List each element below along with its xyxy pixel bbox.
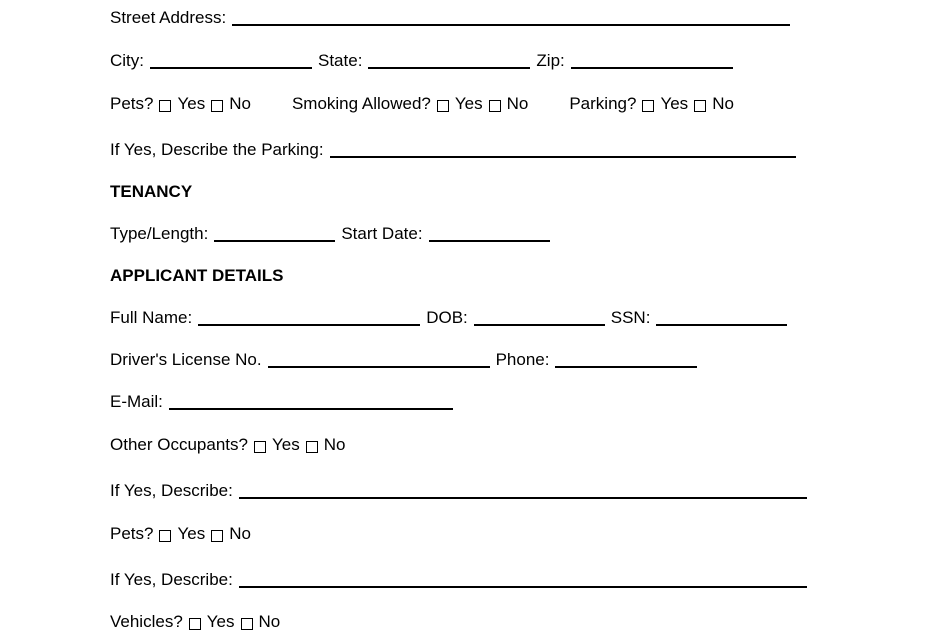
applicant-pets-label: Pets? xyxy=(110,524,154,543)
start-date-label: Start Date: xyxy=(341,224,423,243)
no-label: No xyxy=(229,94,251,113)
no-label: No xyxy=(323,435,346,454)
phone-label: Phone: xyxy=(495,350,550,369)
city-label: City: xyxy=(110,51,144,70)
city-field[interactable] xyxy=(150,53,312,69)
type-length-label: Type/Length: xyxy=(110,224,209,243)
license-row xyxy=(110,350,703,370)
yes-label: Yes xyxy=(206,612,235,631)
email-row xyxy=(110,392,459,412)
type-length-field[interactable] xyxy=(214,226,335,242)
applicant-heading: APPLICANT DETAILS xyxy=(110,266,284,285)
applicant-pets-row xyxy=(110,524,251,544)
full-name-field[interactable] xyxy=(198,310,420,326)
yes-label: Yes xyxy=(177,94,206,113)
street-address-label: Street Address: xyxy=(110,8,227,27)
applicant-pets-yes-checkbox[interactable] xyxy=(159,530,171,542)
zip-label: Zip: xyxy=(536,51,565,70)
parking-no-checkbox[interactable] xyxy=(694,100,706,112)
full-name-label: Full Name: xyxy=(110,308,193,327)
license-label: Driver's License No. xyxy=(110,350,262,369)
street-address-row xyxy=(110,8,796,28)
vehicles-label: Vehicles? xyxy=(110,612,183,631)
city-state-zip-row xyxy=(110,51,739,71)
occupants-row xyxy=(110,435,345,455)
smoking-yes-checkbox[interactable] xyxy=(437,100,449,112)
state-label: State: xyxy=(318,51,363,70)
email-field[interactable] xyxy=(169,394,453,410)
street-address-field[interactable] xyxy=(232,10,790,26)
pets-describe-row xyxy=(110,570,813,590)
dob-label: DOB: xyxy=(426,308,468,327)
occupants-no-checkbox[interactable] xyxy=(306,441,318,453)
parking-describe-row xyxy=(110,140,802,160)
occupants-label: Other Occupants? xyxy=(110,435,248,454)
tenancy-row xyxy=(110,224,556,244)
occupants-describe-label: If Yes, Describe: xyxy=(110,481,233,500)
occupants-describe-field[interactable] xyxy=(239,483,807,499)
smoking-label: Smoking Allowed? xyxy=(291,94,431,113)
pets-yes-checkbox[interactable] xyxy=(159,100,171,112)
pets-describe-field[interactable] xyxy=(239,572,807,588)
pets-label: Pets? xyxy=(110,94,154,113)
pets-no-checkbox[interactable] xyxy=(211,100,223,112)
yes-label: Yes xyxy=(177,524,206,543)
no-label: No xyxy=(712,94,734,113)
pets-describe-label: If Yes, Describe: xyxy=(110,570,233,589)
smoking-no-checkbox[interactable] xyxy=(489,100,501,112)
property-options-row xyxy=(110,94,734,114)
license-field[interactable] xyxy=(268,352,490,368)
ssn-label: SSN: xyxy=(610,308,651,327)
parking-describe-label: If Yes, Describe the Parking: xyxy=(110,140,324,159)
no-label: No xyxy=(258,612,281,631)
start-date-field[interactable] xyxy=(429,226,550,242)
name-row xyxy=(110,308,793,328)
yes-label: Yes xyxy=(660,94,689,113)
yes-label: Yes xyxy=(271,435,300,454)
vehicles-row xyxy=(110,612,280,632)
occupants-describe-row xyxy=(110,481,813,501)
no-label: No xyxy=(229,524,251,543)
no-label: No xyxy=(506,94,529,113)
email-label: E-Mail: xyxy=(110,392,163,411)
phone-field[interactable] xyxy=(555,352,697,368)
zip-field[interactable] xyxy=(571,53,733,69)
occupants-yes-checkbox[interactable] xyxy=(254,441,266,453)
ssn-field[interactable] xyxy=(656,310,787,326)
dob-field[interactable] xyxy=(474,310,605,326)
yes-label: Yes xyxy=(454,94,483,113)
state-field[interactable] xyxy=(368,53,530,69)
parking-yes-checkbox[interactable] xyxy=(642,100,654,112)
parking-describe-field[interactable] xyxy=(330,142,796,158)
tenancy-heading: TENANCY xyxy=(110,182,193,201)
applicant-pets-no-checkbox[interactable] xyxy=(211,530,223,542)
parking-label: Parking? xyxy=(569,94,637,113)
